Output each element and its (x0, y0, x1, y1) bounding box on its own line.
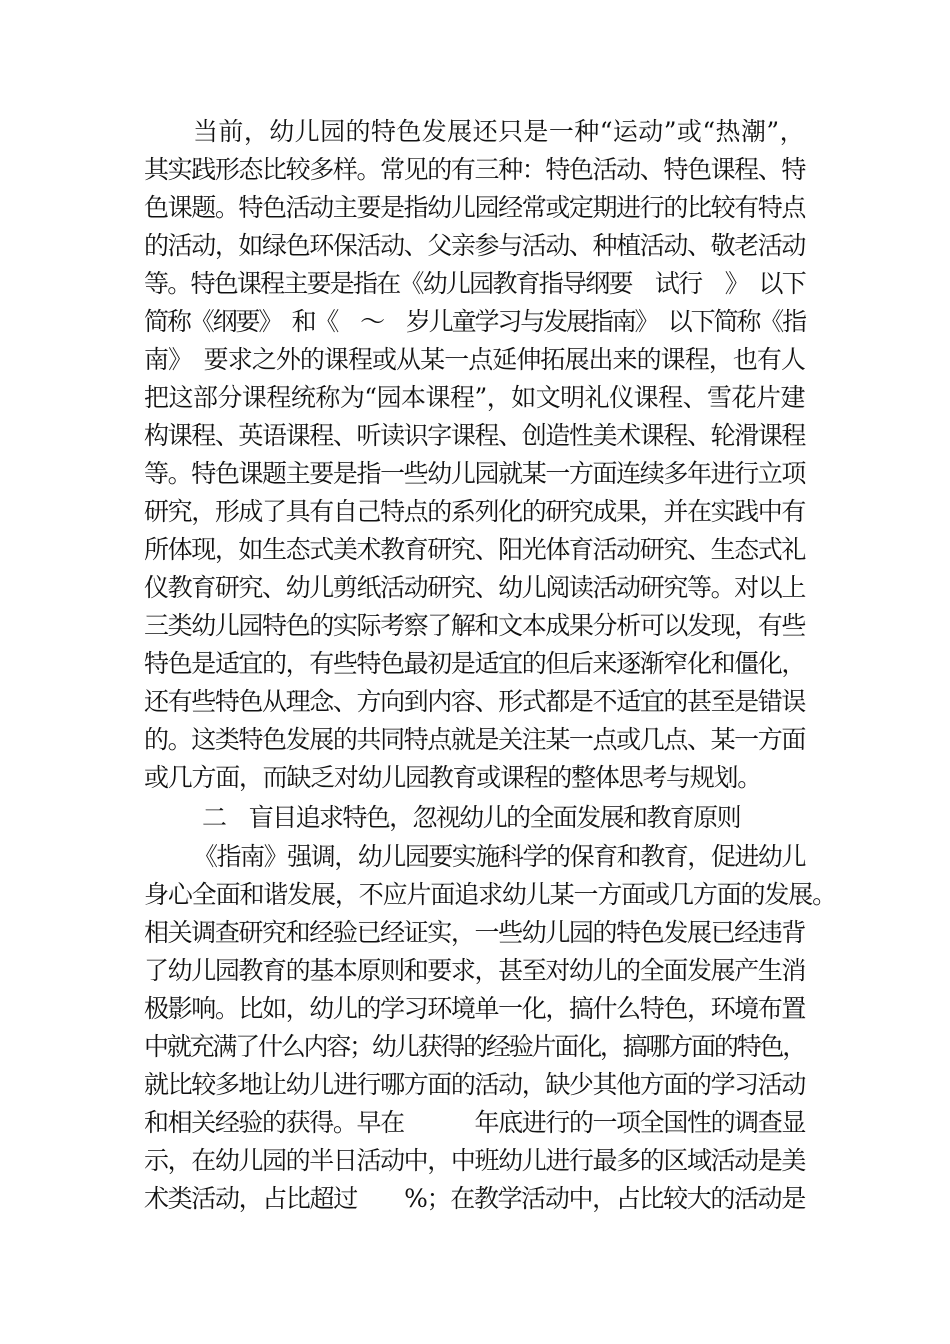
text-line-03: 色课题。特色活动主要是指幼儿园经常或定期进行的比较有特点 (144, 193, 805, 222)
section-heading: 二 盲目追求特色，忽视幼儿的全面发展和教育原则 (202, 803, 740, 832)
text-line-11: 研究，形成了具有自己特点的系列化的研究成果，并在实践中有 (144, 497, 805, 526)
text-line-12: 所体现，如生态式美术教育研究、阳光体育活动研究、生态式礼 (144, 535, 805, 564)
text-line-18: 或几方面，而缺乏对幼儿园教育或课程的整体思考与规划。 (144, 763, 761, 792)
text-line-24: 极影响。比如，幼儿的学习环境单一化，搞什么特色，环境布置 (144, 994, 805, 1023)
text-line-27: 和相关经验的获得。早在 年底进行的一项全国性的调查显 (144, 1108, 805, 1137)
text-line-09: 构课程、英语课程、听读识字课程、创造性美术课程、轮滑课程 (144, 421, 805, 450)
text-line-15: 特色是适宜的，有些特色最初是适宜的但后来逐渐窄化和僵化， (144, 649, 805, 678)
text-line-25: 中就充满了什么内容；幼儿获得的经验片面化，搞哪方面的特色， (144, 1032, 806, 1061)
text-line-14: 三类幼儿园特色的实际考察了解和文本成果分析可以发现，有些 (144, 611, 805, 640)
text-line-05: 等。特色课程主要是指在《幼儿园教育指导纲要 试行 》 以下 (144, 269, 805, 298)
text-line-07: 南》 要求之外的课程或从某一点延伸拓展出来的课程，也有人 (144, 345, 805, 374)
text-line-08: 把这部分课程统称为“园本课程”，如文明礼仪课程、雪花片建 (144, 383, 805, 412)
text-line-29: 术类活动，占比超过 %；在教学活动中，占比较大的活动是 (144, 1184, 805, 1213)
text-line-22: 相关调查研究和经验已经证实，一些幼儿园的特色发展已经违背 (144, 918, 805, 947)
text-line-23: 了幼儿园教育的基本原则和要求，甚至对幼儿的全面发展产生消 (144, 956, 805, 985)
text-line-04: 的活动，如绿色环保活动、父亲参与活动、种植活动、敬老活动 (144, 231, 805, 260)
text-line-16: 还有些特色从理念、方向到内容、形式都是不适宜的甚至是错误 (144, 687, 805, 716)
text-line-20: 《指南》强调，幼儿园要实施科学的保育和教育，促进幼儿 (193, 842, 805, 871)
text-line-26: 就比较多地让幼儿进行哪方面的活动，缺少其他方面的学习活动 (144, 1070, 805, 1099)
text-line-28: 示，在幼儿园的半日活动中，中班幼儿进行最多的区域活动是美 (144, 1146, 805, 1175)
text-line-02: 其实践形态比较多样。常见的有三种：特色活动、特色课程、特 (144, 155, 805, 184)
text-line-06: 简称《纲要》 和《 ～ 岁儿童学习与发展指南》 以下简称《指 (144, 307, 805, 336)
text-line-10: 等。特色课题主要是指一些幼儿园就某一方面连续多年进行立项 (144, 459, 805, 488)
text-line-17: 的。这类特色发展的共同特点就是关注某一点或几点、某一方面 (144, 725, 805, 754)
text-line-01: 当前，幼儿园的特色发展还只是一种“运动”或“热潮”， (193, 117, 805, 146)
text-line-21: 身心全面和谐发展，不应片面追求幼儿某一方面或几方面的发展。 (144, 880, 837, 909)
text-line-13: 仪教育研究、幼儿剪纸活动研究、幼儿阅读活动研究等。对以上 (144, 573, 805, 602)
